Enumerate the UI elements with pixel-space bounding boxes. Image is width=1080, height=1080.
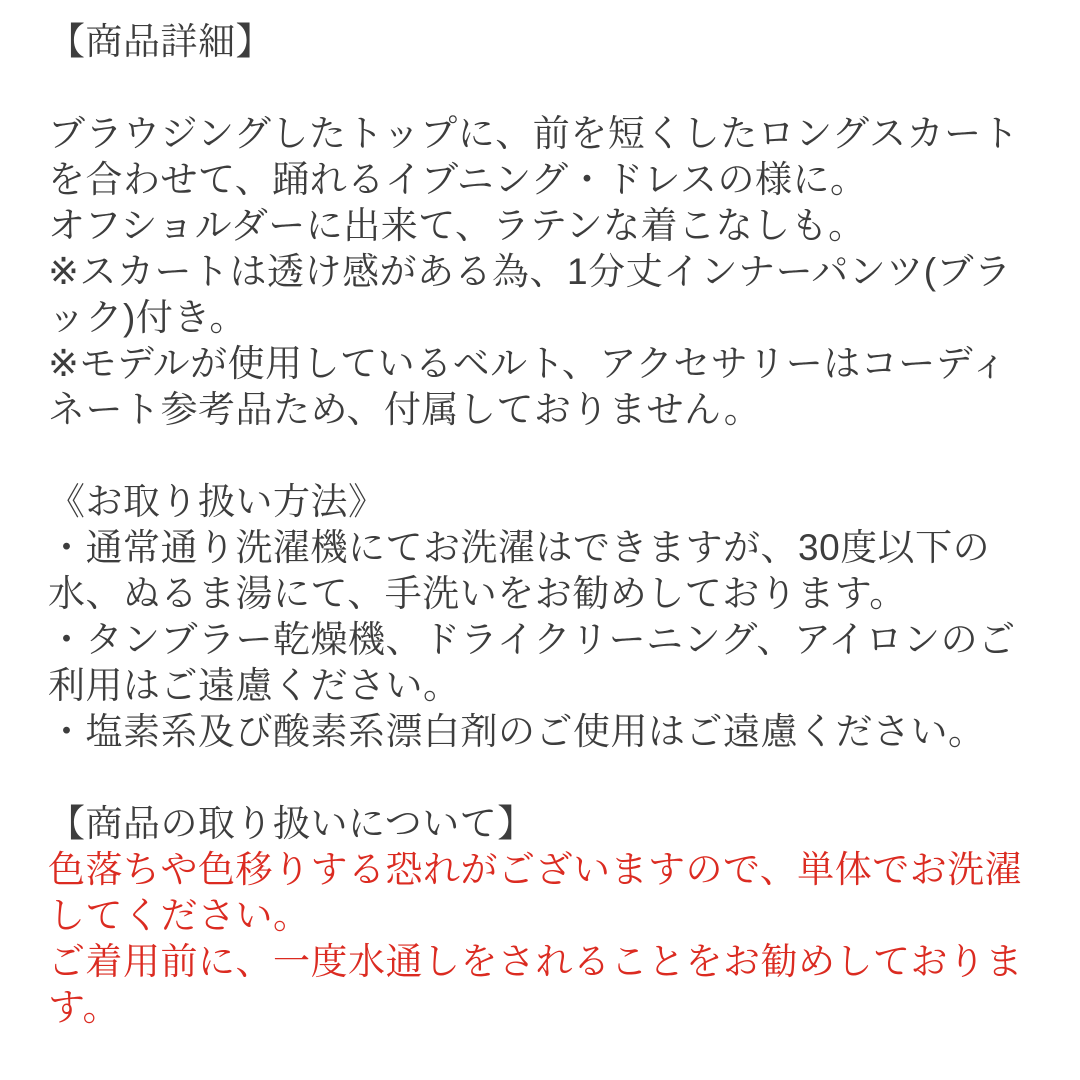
warning-text-line: してください。: [48, 895, 311, 936]
heading-product-details: 【商品詳細】: [48, 21, 273, 62]
text-line: ・通常通り洗濯機にてお洗濯はできますが、30度以下の: [48, 527, 991, 568]
text-line: ・塩素系及び酸素系漂白剤のご使用はご遠慮ください。: [48, 711, 986, 752]
text-line: 水、ぬるま湯にて、手洗いをお勧めしております。: [48, 573, 907, 614]
text-line: ネート参考品ため、付属しておりません。: [48, 389, 762, 430]
text-line: オフショルダーに出来て、ラテンな着こなしも。: [48, 205, 866, 246]
text-line: 利用はご遠慮ください。: [48, 665, 461, 706]
section-handling-notes: [48, 801, 1050, 1031]
text-line: ブラウジングしたトップに、前を短くしたロングスカート: [48, 113, 1020, 154]
warning-text-line: 色落ちや色移りする恐れがございますので、単体でお洗濯: [48, 849, 1023, 890]
text-line: ※モデルが使用しているベルト、アクセサリーはコーディ: [48, 343, 1008, 384]
section-product-details: [48, 19, 1050, 433]
text-line: ・タンブラー乾燥機、ドライクリーニング、アイロンのご: [48, 619, 1016, 660]
blank-line: [48, 433, 1050, 479]
heading-care-instructions: 《お取り扱い方法》: [48, 481, 386, 522]
blank-line: [48, 755, 1050, 801]
blank-line: [48, 65, 1050, 111]
heading-handling-notes: 【商品の取り扱いについて】: [48, 803, 535, 844]
text-line: ※スカートは透け感がある為、1分丈インナーパンツ(ブラ: [48, 251, 1012, 292]
text-line: ック)付き。: [48, 297, 247, 338]
warning-text-line: す。: [48, 987, 121, 1028]
text-line: を合わせて、踊れるイブニング・ドレスの様に。: [48, 159, 868, 200]
warning-text-line: ご着用前に、一度水通しをされることをお勧めしておりま: [48, 941, 1023, 982]
section-care-instructions: [48, 479, 1050, 755]
